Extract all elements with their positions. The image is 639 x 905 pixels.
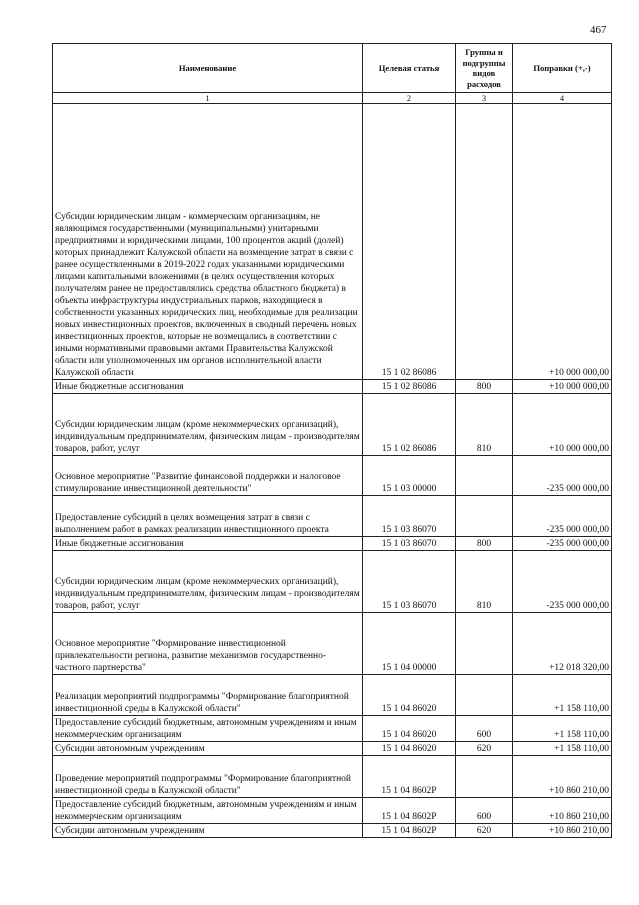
row-expense-group — [456, 613, 513, 675]
row-target-article: 15 1 04 86020 — [363, 716, 456, 742]
row-amount: +1 158 110,00 — [513, 675, 612, 716]
row-target-article: 15 1 03 86070 — [363, 537, 456, 551]
table-row — [53, 496, 612, 537]
row-amount: +1 158 110,00 — [513, 716, 612, 742]
row-target-article: 15 1 03 86070 — [363, 496, 456, 537]
row-amount: +1 158 110,00 — [513, 742, 612, 756]
row-expense-group — [456, 496, 513, 537]
row-name: Субсидии юридическим лицам (кроме некоммерческих организаций), индивидуальным предпринимателям, физическим лицам - производителям товаров, работ, услуг — [53, 551, 363, 613]
table-header-row — [53, 44, 612, 93]
budget-amendments-table — [52, 43, 612, 838]
row-amount: -235 000 000,00 — [513, 551, 612, 613]
row-amount: -235 000 000,00 — [513, 496, 612, 537]
row-name: Основное мероприятие "Формирование инвестиционной привлекательности региона, развитие механизмов государственно-частного партнерства" — [53, 613, 363, 675]
row-expense-group: 810 — [456, 551, 513, 613]
table-row — [53, 742, 612, 756]
table-row — [53, 756, 612, 798]
row-target-article: 15 1 02 86086 — [363, 380, 456, 394]
row-amount: +10 860 210,00 — [513, 824, 612, 838]
column-number: 1 — [53, 93, 363, 104]
row-name: Субсидии юридическим лицам (кроме некоммерческих организаций), индивидуальным предпринимателям, физическим лицам - производителям товаров, работ, услуг — [53, 394, 363, 456]
header-target-article: Целевая статья — [363, 44, 456, 93]
header-amendments: Поправки (+,-) — [513, 44, 612, 93]
column-number-row — [53, 93, 612, 104]
row-amount: +10 000 000,00 — [513, 394, 612, 456]
column-number: 2 — [363, 93, 456, 104]
table-row — [53, 104, 612, 380]
row-amount: +10 000 000,00 — [513, 380, 612, 394]
row-name: Предоставление субсидий бюджетным, автономным учреждениям и иным некоммерческим организациям — [53, 798, 363, 824]
row-expense-group: 620 — [456, 742, 513, 756]
row-name: Иные бюджетные ассигнования — [53, 537, 363, 551]
table-row — [53, 675, 612, 716]
row-expense-group: 810 — [456, 394, 513, 456]
table-row — [53, 716, 612, 742]
row-target-article: 15 1 04 8602Р — [363, 756, 456, 798]
row-expense-group — [456, 456, 513, 496]
row-name: Предоставление субсидий бюджетным, автономным учреждениям и иным некоммерческим организациям — [53, 716, 363, 742]
row-amount: +10 860 210,00 — [513, 798, 612, 824]
row-target-article: 15 1 03 86070 — [363, 551, 456, 613]
table-row — [53, 456, 612, 496]
row-amount: +10 000 000,00 — [513, 104, 612, 380]
row-target-article: 15 1 04 86020 — [363, 675, 456, 716]
row-name: Иные бюджетные ассигнования — [53, 380, 363, 394]
table-row — [53, 798, 612, 824]
row-amount: +12 018 320,00 — [513, 613, 612, 675]
row-expense-group: 620 — [456, 824, 513, 838]
row-target-article: 15 1 02 86086 — [363, 394, 456, 456]
row-target-article: 15 1 04 00000 — [363, 613, 456, 675]
table-row — [53, 537, 612, 551]
column-number: 4 — [513, 93, 612, 104]
row-expense-group: 800 — [456, 537, 513, 551]
row-expense-group: 600 — [456, 716, 513, 742]
row-expense-group — [456, 756, 513, 798]
table-row — [53, 551, 612, 613]
row-target-article: 15 1 03 00000 — [363, 456, 456, 496]
row-target-article: 15 1 04 8602Р — [363, 824, 456, 838]
row-name: Предоставление субсидий в целях возмещения затрат в связи с выполнением работ в рамках реализации инвестиционного проекта — [53, 496, 363, 537]
row-target-article: 15 1 04 86020 — [363, 742, 456, 756]
header-expense-groups: Группы и подгруппы видов расходов — [456, 44, 513, 93]
row-name: Субсидии автономным учреждениям — [53, 824, 363, 838]
page-number: 467 — [590, 24, 607, 36]
table-row — [53, 394, 612, 456]
header-name: Наименование — [53, 44, 363, 93]
row-name: Проведение мероприятий подпрограммы "Формирование благоприятной инвестиционной среды в Калужской области" — [53, 756, 363, 798]
table-row — [53, 613, 612, 675]
table-row — [53, 824, 612, 838]
column-number: 3 — [456, 93, 513, 104]
table-row — [53, 380, 612, 394]
row-expense-group: 800 — [456, 380, 513, 394]
row-target-article: 15 1 02 86086 — [363, 104, 456, 380]
row-expense-group — [456, 104, 513, 380]
row-expense-group: 600 — [456, 798, 513, 824]
row-name: Реализация мероприятий подпрограммы "Формирование благоприятной инвестиционной среды в Калужской области" — [53, 675, 363, 716]
row-expense-group — [456, 675, 513, 716]
row-amount: -235 000 000,00 — [513, 537, 612, 551]
row-amount: -235 000 000,00 — [513, 456, 612, 496]
row-amount: +10 860 210,00 — [513, 756, 612, 798]
row-target-article: 15 1 04 8602Р — [363, 798, 456, 824]
row-name: Субсидии автономным учреждениям — [53, 742, 363, 756]
row-name: Субсидии юридическим лицам - коммерческим организациям, не являющимся государственными (муниципальными) унитарными предприятиями и юридическими лицами, 100 процентов акций (долей) которых принадлежит Калужской области на возмещение затрат в связи с ранее осуществленными в 2019-2022 годах указанными юридическими лицами капитальными вложениями (в целях осуществления которых получателям ранее не предоставлялись средства областного бюджета) в объекты инфраструктуры индустриальных парков, находящиеся в собственности указанных юридических лиц, необходимые для реализации новых инвестиционных проектов, включенных в сводный перечень новых инвестиционных проектов, которые не возмещались в соответствии с иными нормативными правовыми актами Правительства Калужской области или уполномоченных им органов исполнительной власти Калужской области — [53, 104, 363, 380]
row-name: Основное мероприятие "Развитие финансовой поддержки и налоговое стимулирование инвестиционной деятельности" — [53, 456, 363, 496]
